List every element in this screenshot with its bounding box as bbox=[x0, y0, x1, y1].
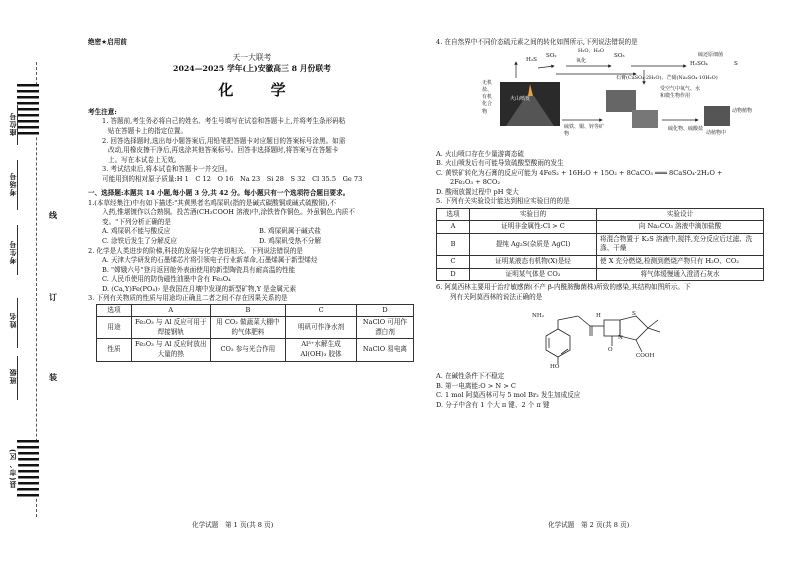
label-nh2: NH₂ bbox=[532, 313, 545, 320]
q5-table bbox=[436, 208, 764, 281]
table-header-row bbox=[437, 208, 764, 221]
label-s-atom: S bbox=[632, 311, 636, 318]
table-header-cell: 实验目的 bbox=[470, 208, 597, 221]
label-gypsum: 石膏(CaSO₄·2H₂O)、芒硝(Na₂SO₄·10H₂O) bbox=[616, 74, 718, 81]
label-plants: 动植物中 bbox=[706, 129, 727, 136]
barcode-marks-top bbox=[17, 84, 39, 136]
table-row bbox=[97, 317, 414, 339]
atomic-mass-line: 可能用到的相对原子质量:H 1 C 12 O 16 Na 23 Si 28 S 32 Cl 35.5 Ge 73 bbox=[102, 174, 363, 183]
exam-title: 2024—2025 学年(上)安徽高三 8 月份联考 bbox=[173, 63, 331, 73]
table-cell: 明矾可作净水剂 bbox=[286, 317, 357, 339]
cut-char-pack: 装 bbox=[49, 372, 57, 382]
q6-option-a: A. 在碱性条件下不稳定 bbox=[436, 372, 505, 381]
notice-line: 3. 考试结束后,将本试卷和答题卡一并交回。 bbox=[102, 165, 232, 174]
q6-option-b: B. 第一电离能:O > N > C bbox=[436, 381, 516, 390]
label-oxidation: 氧化 bbox=[576, 57, 587, 64]
q1-stem: 入药,惟堪镀作以合熟铜。投苦酒(CH₃COOH 溶液)中,涂铁皆作铜色。外虽铜色,内质不 bbox=[102, 208, 355, 217]
secret-mark: 绝密★启用前 bbox=[88, 38, 127, 46]
table-cell: 向 Na₂CO₃ 溶液中滴加盐酸 bbox=[597, 221, 764, 234]
q4-stem: 4. 在自然界中不同价态硫元素之间的转化如图所示,下列说法错误的是 bbox=[436, 38, 638, 46]
binding-label-seat: 座位号 bbox=[9, 112, 17, 136]
table-cell: C bbox=[437, 256, 470, 269]
table-row bbox=[437, 256, 764, 269]
q1-options bbox=[88, 237, 416, 247]
notice-line: 贴在答题卡上的指定位置。 bbox=[108, 126, 188, 135]
q1-stem: 1.(本草经集注)中有如下描述:"其黄黑者名鸡屎矾(指的是碱式碳酸铜或碱式硫酸铜),不 bbox=[88, 198, 337, 207]
page-footer-right: 化学试题 第 2 页(共 8 页) bbox=[548, 521, 630, 529]
q2-option-c: C. 人民币使用的防伪磁性油墨中含有 Fe₃O₄ bbox=[102, 275, 231, 284]
notice-line: 上。写在本试卷上无效。 bbox=[108, 155, 181, 164]
table-cell: Fe₂O₃ 与 Al 反应可用于焊接钢轨 bbox=[132, 317, 211, 339]
sulfur-cycle-diagram bbox=[436, 47, 764, 148]
table-header-cell: D bbox=[356, 304, 413, 317]
notice-line: 改动,用橡皮擦干净后,再选涂其他答案标号。回答非选择题时,将答案写在答题卡 bbox=[108, 146, 339, 155]
table-cell: NaClO 可用作漂白剂 bbox=[356, 317, 413, 339]
q4-option-a: A. 火山喷口存在少量游离态硫 bbox=[436, 149, 525, 158]
mineral-photo-2 bbox=[632, 110, 658, 128]
q4-option-b: B. 火山喷发后有可能导致硫酸型酸雨的发生 bbox=[436, 159, 564, 168]
table-cell: CO₂ 参与光合作用 bbox=[210, 339, 286, 361]
table-cell: Al³⁺水解生成 Al(OH)₃ 胶体 bbox=[286, 339, 357, 361]
label-h2s: H₂S bbox=[526, 56, 537, 63]
table-cell: NaClO 易电离 bbox=[356, 339, 413, 361]
q1-stem: 变。"下列分析正确的是 bbox=[102, 217, 171, 226]
q1-options bbox=[88, 227, 416, 237]
table-header-cell: A bbox=[132, 304, 211, 317]
label-organisms: 动物植物 bbox=[732, 107, 753, 114]
q2-option-a: A. 天津大学研发的石墨烯芯片将引领电子行业新革命,石墨烯属于新型烯烃 bbox=[102, 256, 318, 265]
label-sulfide: 硫化物、硫酸盐 bbox=[668, 125, 704, 132]
notice-line: 2. 回答选择题时,选出每小题答案后,用铅笔把答题卡对应题目的答案标号涂黑。如需 bbox=[102, 136, 346, 145]
label-s: S bbox=[734, 60, 738, 67]
cut-char-line: 线 bbox=[49, 210, 57, 220]
binding-label-room: 考场号 bbox=[9, 172, 17, 196]
label-so2: SO₂ bbox=[546, 52, 557, 59]
table-cell: 证明某液态有机物(X)是烃 bbox=[470, 256, 597, 269]
label-so3: SO₃ bbox=[614, 52, 625, 59]
binding-label-class: 班级 bbox=[9, 368, 17, 384]
table-cell: 证明非金属性:Cl > C bbox=[470, 221, 597, 234]
label-mineral: 硫铁、铜、锌等矿物 bbox=[564, 123, 605, 137]
notice-line: 1. 答题前,考生务必将自己的姓名、考生号填写在试卷和答题卡上,并将考生条形码粘 bbox=[102, 117, 346, 126]
q1-option-b: B. 鸡屎矾属于碱式盐 bbox=[259, 227, 321, 236]
table-cell: 使 X 充分燃烧,检测到燃烧产物只有 H₂O、CO₂ bbox=[597, 256, 764, 269]
q6-option-d: D. 分子中含有 1 个大 π 键、2 个 π 键 bbox=[436, 400, 550, 409]
subject-title: 化 学 bbox=[218, 81, 302, 100]
page-footer-left: 化学试题 第 1 页(共 8 页) bbox=[192, 521, 274, 529]
q4-option-d: D. 酸雨放置过程中 pH 变大 bbox=[436, 187, 519, 196]
label-inorganic: 无机盐、有机化合物 bbox=[482, 79, 493, 115]
table-cell: Fe₂O₃ 与 Al 反应时放出大量的热 bbox=[132, 339, 211, 361]
table-cell: 用 CO₂ 做蔬菜大棚中的气体肥料 bbox=[210, 317, 286, 339]
table-cell: 证明某气体是 CO₂ bbox=[470, 268, 597, 281]
table-row bbox=[437, 233, 764, 255]
table-header-cell: 选项 bbox=[97, 304, 132, 317]
label-h2so4: H₂SO₄ bbox=[690, 60, 708, 67]
section-title: 一、选择题:本题共 14 小题,每小题 3 分,共 42 分。每小题只有一个选项符合题目要求。 bbox=[88, 189, 350, 198]
q6-option-c: C. 1 mol 阿莫西林可与 5 mol Br₂ 发生加成反应 bbox=[436, 391, 581, 400]
label-h: H bbox=[596, 313, 601, 320]
left-column bbox=[88, 38, 416, 362]
table-cell: B bbox=[437, 233, 470, 255]
q6-stem: 6. 阿莫西林主要用于治疗敏感菌(不产 β-内酰胺酶菌株)所致的感染,其结构如图所示。下 bbox=[436, 283, 691, 292]
label-volcano: 火山喷发 bbox=[510, 95, 531, 102]
table-row bbox=[437, 268, 764, 281]
q3-stem: 3. 下列有关物质的性质与用途均正确且二者之间不存在因果关系的是 bbox=[88, 294, 288, 303]
table-header-cell: 实验设计 bbox=[597, 208, 764, 221]
table-header-cell: B bbox=[210, 304, 286, 317]
q5-stem: 5. 下列有关实验设计能达到相应实验目的的是 bbox=[436, 197, 570, 206]
q2-option-d: D. (Ca,Y)Fe(PO₄)₇ 是我国在月壤中发现的新型矿物,Y 是金属元素 bbox=[102, 284, 297, 293]
barcode-marks-bottom bbox=[17, 440, 39, 498]
right-column bbox=[436, 38, 764, 410]
binding-label-name: 姓名 bbox=[9, 312, 17, 328]
q2-stem: 2. 化学是人类进步的阶梯,科技的发展与化学密切相关。下列说法错误的是 bbox=[88, 246, 303, 255]
table-header-cell: C bbox=[286, 304, 357, 317]
table-header-row bbox=[97, 304, 414, 317]
label-weathering: 受空气中氧气、水和微生物作用 bbox=[660, 85, 701, 99]
label-ho: HO bbox=[550, 364, 560, 371]
label-n-atom: N bbox=[618, 335, 623, 342]
plant-photo bbox=[704, 106, 730, 126]
binding-label-id: 考生号 bbox=[9, 240, 17, 264]
label-cooh: COOH bbox=[636, 353, 655, 360]
table-cell: D bbox=[437, 268, 470, 281]
label-bacteria: 硫还原细菌 bbox=[698, 51, 724, 58]
mineral-photo bbox=[606, 90, 636, 112]
cut-char-bind: 订 bbox=[49, 292, 57, 302]
q1-option-c: C. 涂铁后发生了分解反应 bbox=[102, 237, 177, 245]
table-row bbox=[97, 339, 414, 361]
table-cell: 提纯 Ag₂S(杂质是 AgCl) bbox=[470, 233, 597, 255]
table-cell: 用途 bbox=[97, 317, 132, 339]
table-cell: 将混合物置于 K₂S 溶液中,搅拌,充分反应后过滤、洗涤、干燥 bbox=[597, 233, 764, 255]
q6-stem: 列有关阿莫西林的说法正确的是 bbox=[450, 292, 543, 301]
q1-option-a: A. 鸡屎矾不能与酸反应 bbox=[102, 227, 171, 236]
amoxicillin-structure bbox=[436, 302, 764, 372]
q4-option-c: C. 黄铁矿转化为石膏的反应可能为 4FeS₂ + 16H₂O + 15O₂ + 8CaCO₃ ═══ 8CaSO₄·2H₂O + bbox=[436, 168, 723, 177]
q2-option-b: B. "嫦娥六号"登月返回舱外表面使用的新型陶瓷具有耐高温的性能 bbox=[102, 265, 296, 274]
table-cell: 性质 bbox=[97, 339, 132, 361]
table-cell: A bbox=[437, 221, 470, 234]
label-o-atom: O bbox=[608, 347, 613, 354]
notice-title: 考生注意: bbox=[88, 107, 117, 116]
q1-option-d: D. 鸡屎矾受热不分解 bbox=[259, 237, 321, 245]
table-row bbox=[437, 221, 764, 234]
org-title: 天一大联考 bbox=[232, 52, 272, 62]
q4-option-c-cont: 2Fe₂O₃ + 8CO₂ bbox=[450, 178, 501, 187]
table-header-cell: 选项 bbox=[437, 208, 470, 221]
table-cell: 将气体缓慢通入澄清石灰水 bbox=[597, 268, 764, 281]
q3-table bbox=[96, 304, 414, 362]
binding-strip bbox=[0, 0, 80, 561]
label-reagents: H₂O、H₂O bbox=[578, 47, 604, 54]
binding-label-county: 县(市、区) bbox=[9, 448, 17, 489]
